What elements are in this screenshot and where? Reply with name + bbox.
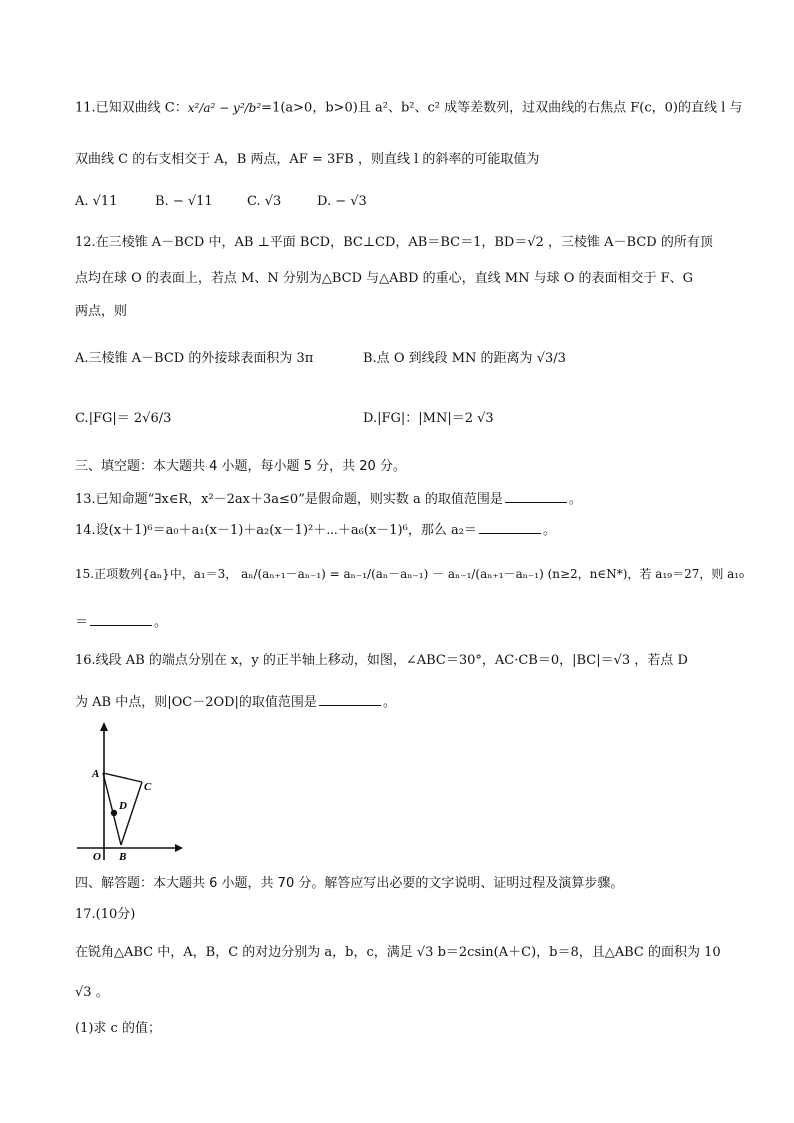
q16-line1: 16.线段 AB 的端点分别在 x，y 的正半轴上移动，如图，∠ABC＝30°，AC·CB＝0，|BC|＝√3 ，若点 D xyxy=(75,653,688,668)
q17-part1: (1)求 c 的值； xyxy=(75,1021,161,1036)
q11-line2: 双曲线 C 的右支相交于 A，B 两点，AF = 3FB ，则直线 l 的斜率的可能取值为 xyxy=(75,152,540,167)
label-b: B xyxy=(119,851,127,863)
q15-answer-blank[interactable] xyxy=(90,613,152,626)
x-axis-arrow-icon xyxy=(175,844,183,852)
q17-heading: 17.(10分) xyxy=(75,907,136,922)
q17-line2: √3 。 xyxy=(75,985,109,1000)
segment-ac xyxy=(103,773,142,782)
y-axis-arrow-icon xyxy=(100,722,108,731)
segment-cb xyxy=(121,782,142,845)
q11-option-d: D. − √3 xyxy=(317,194,367,209)
q14-answer-blank[interactable] xyxy=(479,521,541,534)
q11-line1: 11.已知双曲线 C：x²/a² − y²/b²=1(a>0，b>0)且 a²、b²、c² 成等差数列，过双曲线的右焦点 F(c，0)的直线 l 与 xyxy=(75,100,743,116)
q13-answer-blank[interactable] xyxy=(505,490,567,503)
q12-line3: 两点，则 xyxy=(75,304,128,319)
q12-option-b: B.点 O 到线段 MN 的距离为 √3/3 xyxy=(363,351,566,366)
q11-option-c: C. √3 xyxy=(247,194,282,209)
q11-option-a: A. √11 xyxy=(75,194,118,209)
point-d xyxy=(111,810,117,816)
q13-line: 13.已知命题“∃x∈R，x²－2ax＋3a≤0”是假命题，则实数 a 的取值范围是 。 xyxy=(75,492,582,507)
q15-line2: ＝ 。 xyxy=(75,615,168,630)
q12-option-c: C.|FG|＝ 2√6/3 xyxy=(75,411,172,426)
q16-answer-blank[interactable] xyxy=(319,693,381,706)
label-a: A xyxy=(92,768,100,780)
q12-option-a: A.三棱锥 A－BCD 的外接球表面积为 3π xyxy=(75,351,314,366)
label-d: D xyxy=(119,800,127,812)
section-3-heading: 三、填空题：本大题共 4 小题，每小题 5 分，共 20 分。 xyxy=(75,459,406,474)
section-4-heading: 四、解答题：本大题共 6 小题，共 70 分。解答应写出必要的文字说明、证明过程及演算步骤。 xyxy=(75,876,624,891)
q14-line: 14.设(x＋1)⁶＝a₀＋a₁(x－1)＋a₂(x－1)²＋⋯＋a₆(x－1)⁶，那么 a₂＝ 。 xyxy=(75,523,556,538)
q16-line2: 为 AB 中点，则|OC－2OD|的取值范围是 。 xyxy=(75,695,396,710)
q17-line1: 在锐角△ABC 中，A，B，C 的对边分别为 a，b，c，满足 √3 b＝2csin(A＋C)，b＝8，且△ABC 的面积为 10 xyxy=(75,945,721,960)
label-o: O xyxy=(93,851,101,863)
q16-figure xyxy=(75,722,185,864)
hyperbola-equation-fraction: x²/a² − y²/b² xyxy=(187,101,262,115)
q12-line1: 12.在三棱锥 A－BCD 中，AB ⊥平面 BCD，BC⊥CD，AB＝BC＝1，BD＝√2 ，三棱锥 A－BCD 的所有顶 xyxy=(75,235,713,250)
q11-option-b: B. − √11 xyxy=(155,194,213,209)
q15-line1: 15.正项数列{aₙ}中，a₁＝3， aₙ/(aₙ₊₁－aₙ₋₁) = aₙ₋₁/(aₙ－aₙ₋₁) － aₙ₋₁/(aₙ₊₁－aₙ₋₁) (n≥2，n∈N*)，若 a₁₉＝27，则 a₁₀ xyxy=(75,567,744,581)
q12-option-d: D.|FG|：|MN|＝2 √3 xyxy=(363,411,494,426)
q12-line2: 点均在球 O 的表面上，若点 M、N 分别为△BCD 与△ABD 的重心，直线 MN 与球 O 的表面相交于 F、G xyxy=(75,271,694,286)
label-c: C xyxy=(144,781,152,793)
